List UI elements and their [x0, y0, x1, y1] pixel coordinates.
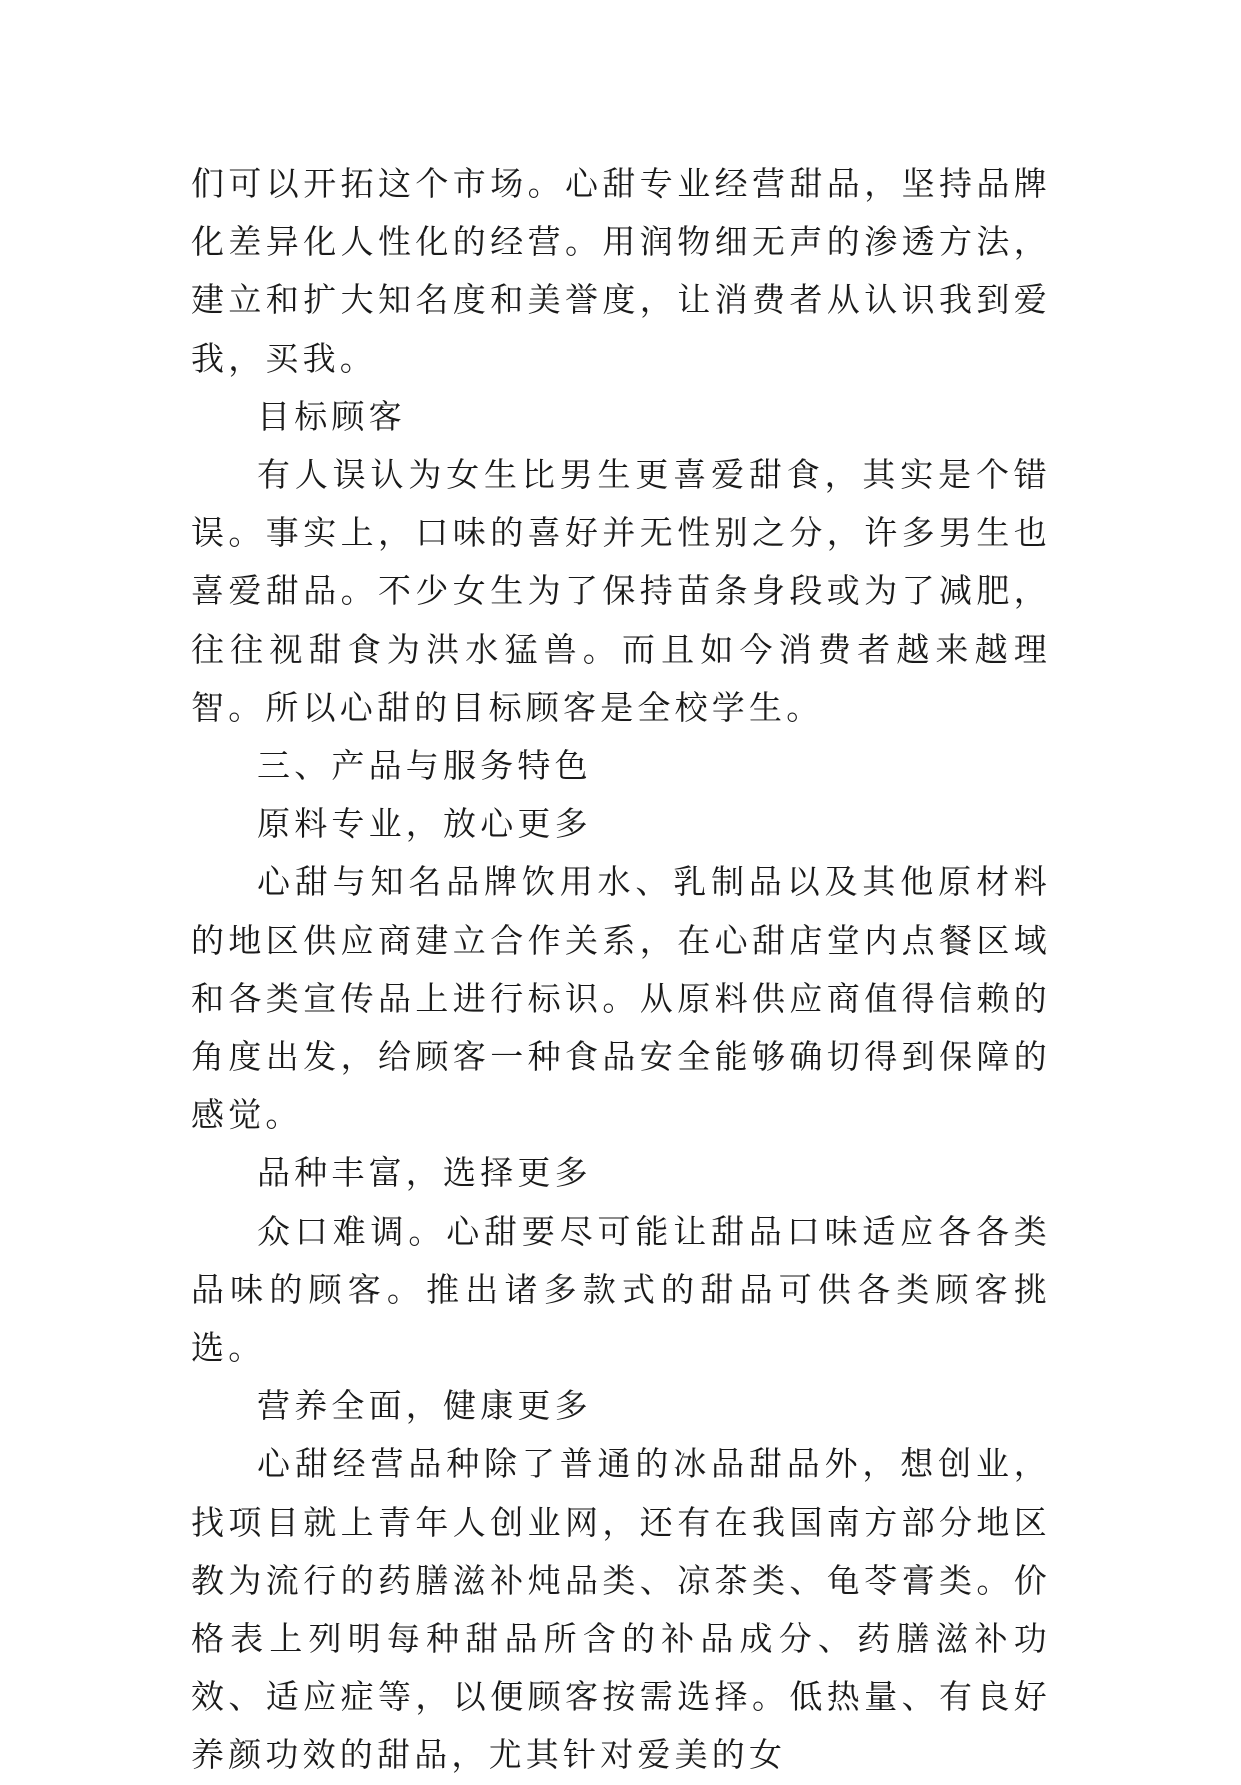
body-paragraph-variety: 众口难调。心甜要尽可能让甜品口味适应各各类品味的顾客。推出诸多款式的甜品可供各类顾客挑选。: [191, 1211, 1051, 1368]
subheading-variety: 品种丰富，选择更多: [257, 1153, 592, 1193]
section-heading-product-service: 三、产品与服务特色: [257, 746, 592, 786]
section-heading-target-customers: 目标顾客: [257, 396, 406, 436]
subheading-ingredients: 原料专业，放心更多: [257, 804, 592, 844]
body-paragraph-ingredients: 心甜与知名品牌饮用水、乳制品以及其他原材料的地区供应商建立合作关系，在心甜店堂内点餐区域和各类宣传品上进行标识。从原料供应商值得信赖的角度出发，给顾客一种食品安全能够确切得到保障的感觉。: [191, 862, 1051, 1135]
body-paragraph-nutrition: 心甜经营品种除了普通的冰品甜品外，想创业，找项目就上青年人创业网，还有在我国南方部分地区教为流行的药膳滋补炖品类、凉茶类、龟苓膏类。价格表上列明每种甜品所含的补品成分、药膳滋补功效、适应症等，以便顾客按需选择。低热量、有良好养颜功效的甜品，尤其针对爱美的女: [191, 1444, 1051, 1775]
body-paragraph-target-customers: 有人误认为女生比男生更喜爱甜食，其实是个错误。事实上，口味的喜好并无性别之分，许多男生也喜爱甜品。不少女生为了保持苗条身段或为了减肥，往往视甜食为洪水猛兽。而且如今消费者越来越理智。所以心甜的目标顾客是全校学生。: [191, 455, 1051, 727]
document-body: [191, 155, 1051, 1785]
subheading-nutrition: 营养全面，健康更多: [257, 1386, 592, 1426]
body-paragraph-market: 们可以开拓这个市场。心甜专业经营甜品，坚持品牌化差异化人性化的经营。用润物细无声的渗透方法，建立和扩大知名度和美誉度，让消费者从认识我到爱我，买我。: [191, 164, 1051, 378]
